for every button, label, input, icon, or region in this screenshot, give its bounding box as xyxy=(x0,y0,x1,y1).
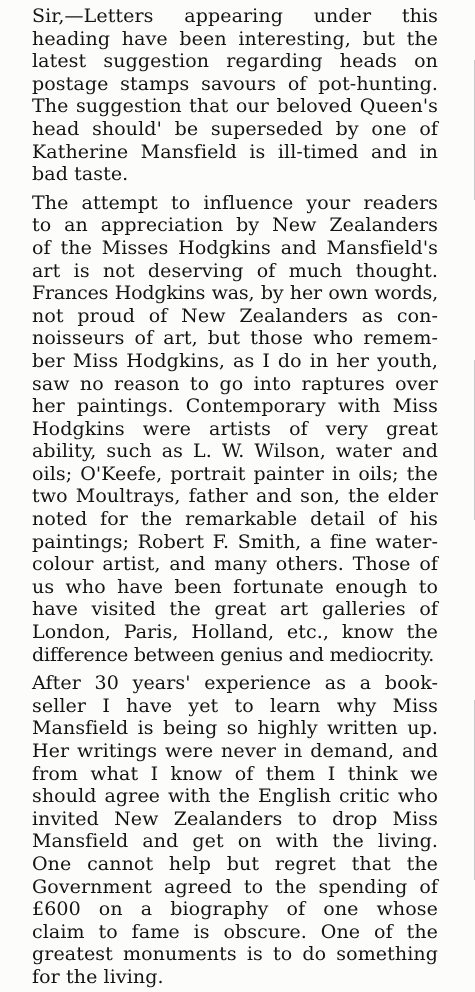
text-line: two Moultrays, father and son, the elder xyxy=(32,485,438,508)
text-line: Her writings were never in demand, and xyxy=(32,740,438,762)
text-line: claim to fame is obscure. One of the xyxy=(32,920,438,943)
text-line: One cannot help but regret that the xyxy=(32,852,438,875)
text-line: After 30 years' experience as a book- xyxy=(32,672,438,695)
letter-paragraph-1 xyxy=(10,5,438,186)
text-line: Hodgkins were artists of very great xyxy=(32,417,438,440)
text-line: latest suggestion regarding heads on xyxy=(32,50,438,73)
text-line: heading have been interesting, but the xyxy=(32,27,438,50)
text-line: of the Misses Hodgkins and Mansfield's xyxy=(32,236,438,259)
text-line: postage stamps savours of pot-hunting. xyxy=(32,72,438,95)
text-line: Sir,—Letters appearing under this xyxy=(32,5,438,27)
text-line: The suggestion that our beloved Queen's xyxy=(32,95,438,118)
text-line: London, Paris, Holland, etc., know the xyxy=(32,621,438,644)
text-line: ability, such as L. W. Wilson, water and xyxy=(32,440,438,463)
letter-paragraph-2 xyxy=(10,192,438,666)
text-line: Mansfield and get on with the living. xyxy=(32,830,438,853)
text-line: not proud of New Zealanders as con- xyxy=(32,304,438,327)
text-line: invited New Zealanders to drop Miss xyxy=(32,807,438,830)
text-line: Mansfield is being so highly written up. xyxy=(32,717,438,740)
text-line: greatest monuments is to do something xyxy=(32,943,438,966)
text-line: head should' be superseded by one of xyxy=(32,117,438,140)
text-line: paintings; Robert F. Smith, a fine water- xyxy=(32,530,438,553)
text-line: Frances Hodgkins was, by her own words, xyxy=(32,282,438,305)
letter-column xyxy=(10,5,438,992)
text-line: us who have been fortunate enough to xyxy=(32,575,438,598)
text-line: colour artist, and many others. Those of xyxy=(32,553,438,576)
text-line: Government agreed to the spending of xyxy=(32,875,438,898)
text-line: her paintings. Contemporary with Miss xyxy=(32,395,438,418)
text-line: bad taste. xyxy=(32,163,129,186)
text-line: should agree with the English critic who xyxy=(32,785,438,808)
text-line: £600 on a biography of one whose xyxy=(32,898,438,921)
text-line: art is not deserving of much thought. xyxy=(32,259,438,282)
letter-paragraph-3 xyxy=(10,672,438,988)
text-line: saw no reason to go into raptures over xyxy=(32,372,438,395)
text-line: to an appreciation by New Zealanders xyxy=(32,214,438,237)
text-line: for the living. xyxy=(32,965,164,988)
text-line: noisseurs of art, but those who remem- xyxy=(32,327,438,350)
text-line: noted for the remarkable detail of his xyxy=(32,508,438,531)
text-line: have visited the great art galleries of xyxy=(32,598,438,621)
text-line: Katherine Mansfield is ill-timed and in xyxy=(32,140,438,163)
text-line: ber Miss Hodgkins, as I do in her youth, xyxy=(32,349,438,372)
text-line: oils; O'Keefe, portrait painter in oils; the xyxy=(32,462,438,485)
text-line: seller I have yet to learn why Miss xyxy=(32,694,438,717)
text-line: from what I know of them I think we xyxy=(32,762,438,785)
text-line: difference between genius and mediocrity. xyxy=(32,643,435,666)
text-line: The attempt to influence your readers xyxy=(32,191,438,214)
